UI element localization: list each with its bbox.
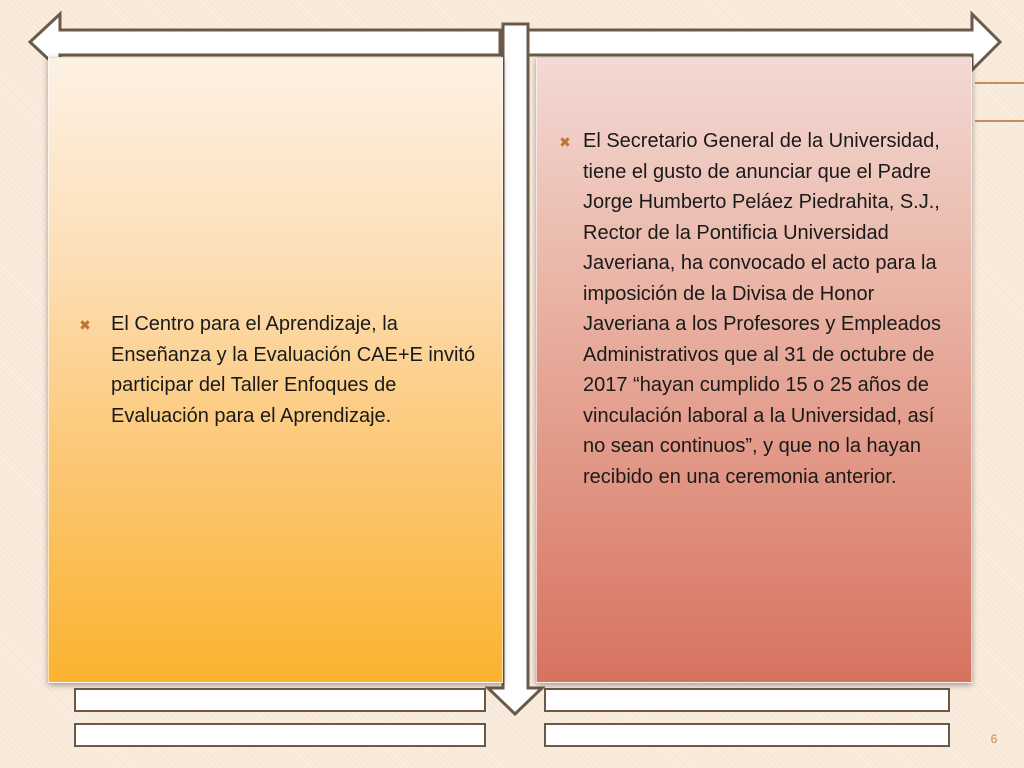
right-content-panel [536,57,972,683]
lower-box-left-2 [74,723,486,747]
right-bullet-item [559,126,953,492]
lower-box-left-1 [74,688,486,712]
left-panel-text: El Centro para el Aprendizaje, la Enseñanza y la Evaluación CAE+E invitó participar del Taller Enfoques de Evaluación para el Aprendizaje. [111,313,476,427]
side-accent-line [975,120,1024,122]
left-bullet-item [79,309,482,431]
lower-box-right-1 [544,688,950,712]
page-number: 6 [990,732,998,746]
side-accent-line [975,82,1024,84]
x-mark-bullet-icon: ✖ [559,134,571,150]
lower-box-right-2 [544,723,950,747]
left-content-panel [48,57,503,683]
right-panel-text: El Secretario General de la Universidad, tiene el gusto de anunciar que el Padre Jorge Humberto Peláez Piedrahita, S.J., Rector de la Pontificia Universidad Javeriana, ha convocado el acto para la imposición de la Divisa de Honor Javeriana a los Profesores y Empleados Administrativos que al 31 de octubre de 2017 “hayan cumplido 15 o 25 años de vinculación laboral a la Universidad, así no sean continuos”, y que no la hayan recibido en una ceremonia anterior. [583,130,941,488]
x-mark-bullet-icon: ✖ [79,317,91,333]
